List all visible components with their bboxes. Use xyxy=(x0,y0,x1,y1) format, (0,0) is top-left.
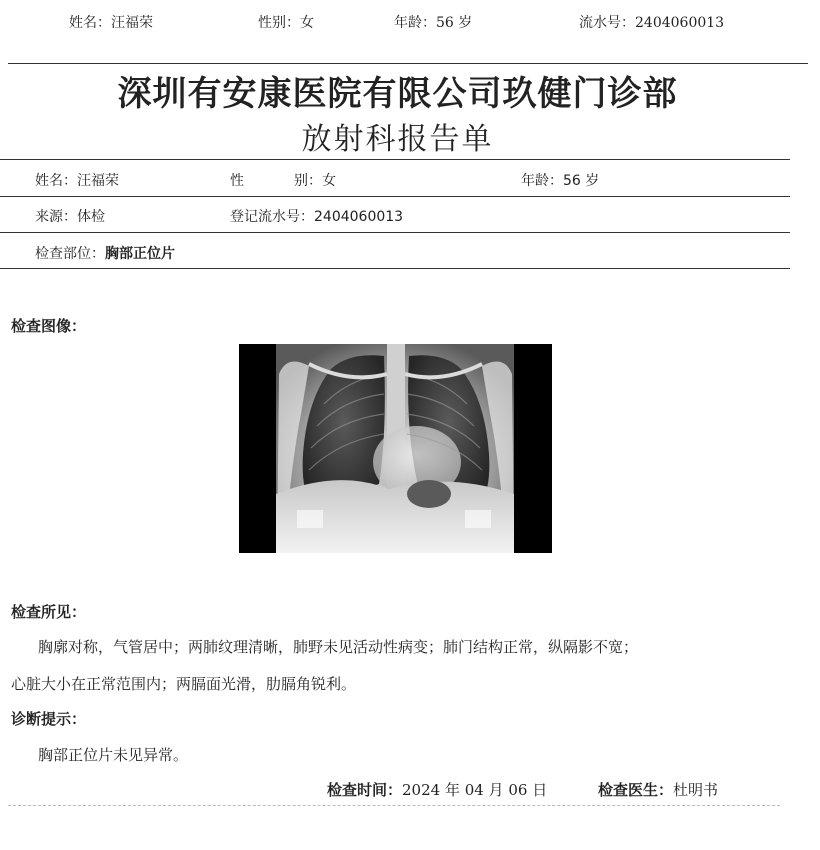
header-divider xyxy=(8,63,808,64)
info-table-bottom-rule xyxy=(0,268,790,269)
exam-doctor xyxy=(598,779,718,800)
findings-label: 检查所见： xyxy=(11,603,87,621)
info-exam-part xyxy=(35,243,175,263)
hospital-title: 深圳有安康医院有限公司玖健门诊部 xyxy=(117,74,678,114)
exam-doctor-value: 杜明书 xyxy=(673,781,719,799)
info-source: 来源：体检 xyxy=(35,209,105,225)
exam-time-label: 检查时间： xyxy=(327,781,403,799)
info-registration-serial: 登记流水号：2404060013 xyxy=(230,209,404,225)
exam-time-value: 2024 年 04 月 06 日 xyxy=(402,781,548,799)
chest-xray-image xyxy=(239,344,552,553)
chest-xray-icon xyxy=(239,344,552,553)
findings-text-line2: 心脏大小在正常范围内；两膈面光滑，肋膈角锐利。 xyxy=(11,675,357,693)
info-row-divider-1 xyxy=(0,196,790,197)
page-bottom-dashed-rule xyxy=(8,805,780,806)
report-subtitle: 放射科报告单 xyxy=(301,122,494,157)
exam-time xyxy=(327,779,547,800)
info-sex-value: 别：女 xyxy=(294,173,336,189)
info-age: 年龄：56 岁 xyxy=(521,173,600,189)
exam-doctor-label: 检查医生： xyxy=(598,781,674,799)
header-patient-sex: 性别：女 xyxy=(258,15,314,31)
header-serial-number: 流水号：2404060013 xyxy=(579,15,725,31)
exam-part-label: 检查部位： xyxy=(35,246,105,262)
exam-part-value: 胸部正位片 xyxy=(105,246,175,262)
exam-image-label: 检查图像： xyxy=(11,317,87,335)
info-patient-name: 姓名：汪福荣 xyxy=(35,173,119,189)
info-row-divider-2 xyxy=(0,232,790,233)
findings-text-line1: 胸廓对称，气管居中；两肺纹理清晰，肺野未见活动性病变；肺门结构正常，纵隔影不宽； xyxy=(38,638,639,656)
header-patient-age: 年龄：56 岁 xyxy=(394,15,473,31)
info-table-top-rule xyxy=(0,159,790,160)
info-sex-label: 性 xyxy=(230,173,244,189)
header-patient-name: 姓名：汪福荣 xyxy=(69,15,153,31)
diagnosis-text: 胸部正位片未见异常。 xyxy=(38,746,189,764)
diagnosis-label: 诊断提示： xyxy=(11,710,87,728)
